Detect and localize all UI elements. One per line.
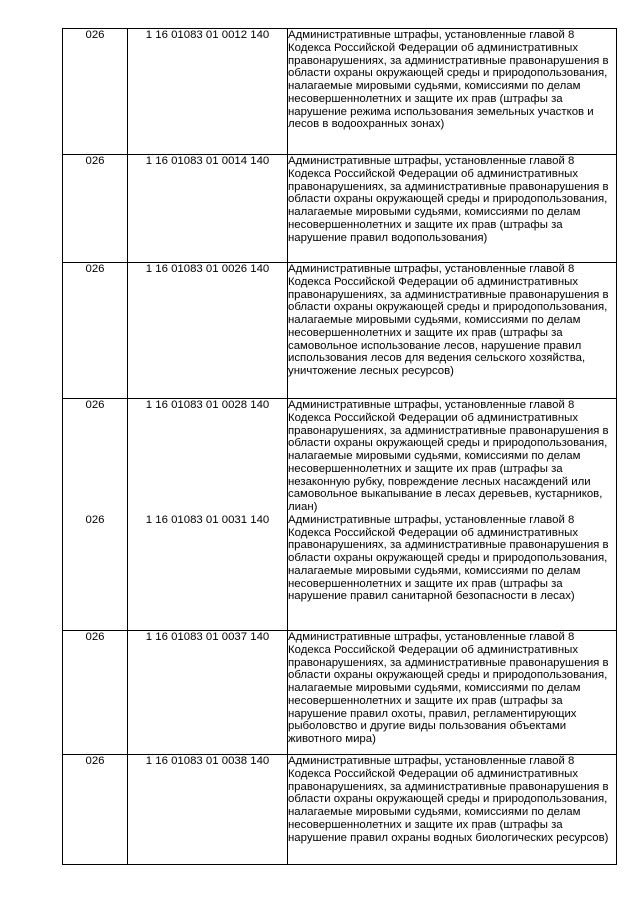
admin-code-cell: 026 — [63, 29, 128, 155]
table-row — [63, 631, 617, 755]
kbk-code: 1 16 01083 01 0028 140 — [145, 399, 270, 411]
income-name-cell: Административные штрафы, установленные главой 8 Кодекса Российской Федерации об административных правонарушениях, за административные правонарушения в области охраны окружающей среды и природопользования, налагаемые мировыми судьями, комиссиями по делам несовершеннолетних и защите их прав (штрафы за нарушение правил охраны водных биологических ресурсов) — [288, 755, 617, 865]
admin-code: 026 — [85, 514, 105, 526]
kbk-code-cell: 1 16 01083 01 0012 140 — [128, 29, 288, 155]
table-row — [63, 399, 617, 631]
kbk-code-cell: 1 16 01083 01 0038 140 — [128, 755, 288, 865]
admin-code: 026 — [85, 399, 105, 411]
income-name-cell: Административные штрафы, установленные главой 8 Кодекса Российской Федерации об административных правонарушениях, за административные правонарушения в области охраны окружающей среды и природопользования, налагаемые мировыми судьями, комиссиями по делам несовершеннолетних и защите их прав (штрафы за нарушение правил охоты, правил, регламентирующих рыболовство и другие виды пользования объектами животного мира) — [288, 631, 617, 755]
kbk-code: 1 16 01083 01 0031 140 — [145, 514, 270, 526]
admin-code-cell: 026 — [63, 631, 128, 755]
table-row — [63, 755, 617, 865]
kbk-code-cell: 1 16 01083 01 0014 140 — [128, 155, 288, 263]
kbk-code-cell: 1 16 01083 01 0037 140 — [128, 631, 288, 755]
income-name-cell: Административные штрафы, установленные главой 8 Кодекса Российской Федерации об административных правонарушениях, за административные правонарушения в области охраны окружающей среды и природопользования, налагаемые мировыми судьями, комиссиями по делам несовершеннолетних и защите их прав (штрафы за самовольное использование лесов, нарушение правил использования лесов для ведения сельского хозяйства, уничтожение лесных ресурсов) — [288, 263, 617, 399]
table-row — [63, 29, 617, 155]
budget-codes-table — [62, 28, 617, 865]
income-name-cell: Административные штрафы, установленные главой 8 Кодекса Российской Федерации об административных правонарушениях, за административные правонарушения в области охраны окружающей среды и природопользования, налагаемые мировыми судьями, комиссиями по делам несовершеннолетних и защите их прав (штрафы за нарушение режима использования земельных участков и лесов в водоохранных зонах) — [288, 29, 617, 155]
income-name: Административные штрафы, установленные главой 8 Кодекса Российской Федерации об административных правонарушениях, за административные правонарушения в области охраны окружающей среды и природопользования, налагаемые мировыми судьями, комиссиями по делам несовершеннолетних и защите их прав (штрафы за нарушение правил санитарной безопасности в лесах) — [288, 513, 609, 603]
admin-code-cell: 026 — [63, 263, 128, 399]
admin-code-cell: 026 — [63, 155, 128, 263]
income-name-cell: Административные штрафы, установленные главой 8 Кодекса Российской Федерации об административных правонарушениях, за административные правонарушения в области охраны окружающей среды и природопользования, налагаемые мировыми судьями, комиссиями по делам несовершеннолетних и защите их прав (штрафы за нарушение правил водопользования) — [288, 155, 617, 263]
admin-code-cell: 026 — [63, 755, 128, 865]
income-name-cell — [288, 399, 617, 631]
table-row — [63, 263, 617, 399]
table-row — [63, 155, 617, 263]
kbk-code-cell — [128, 399, 288, 631]
income-name: Административные штрафы, установленные главой 8 Кодекса Российской Федерации об административных правонарушениях, за административные правонарушения в области охраны окружающей среды и природопользования, налагаемые мировыми судьями, комиссиями по делам несовершеннолетних и защите их прав (штрафы за незаконную рубку, повреждение лесных насаждений или самовольное выкапывание в лесах деревьев, кустарников, лиан) — [288, 399, 609, 513]
kbk-code-cell: 1 16 01083 01 0026 140 — [128, 263, 288, 399]
admin-code-cell — [63, 399, 128, 631]
